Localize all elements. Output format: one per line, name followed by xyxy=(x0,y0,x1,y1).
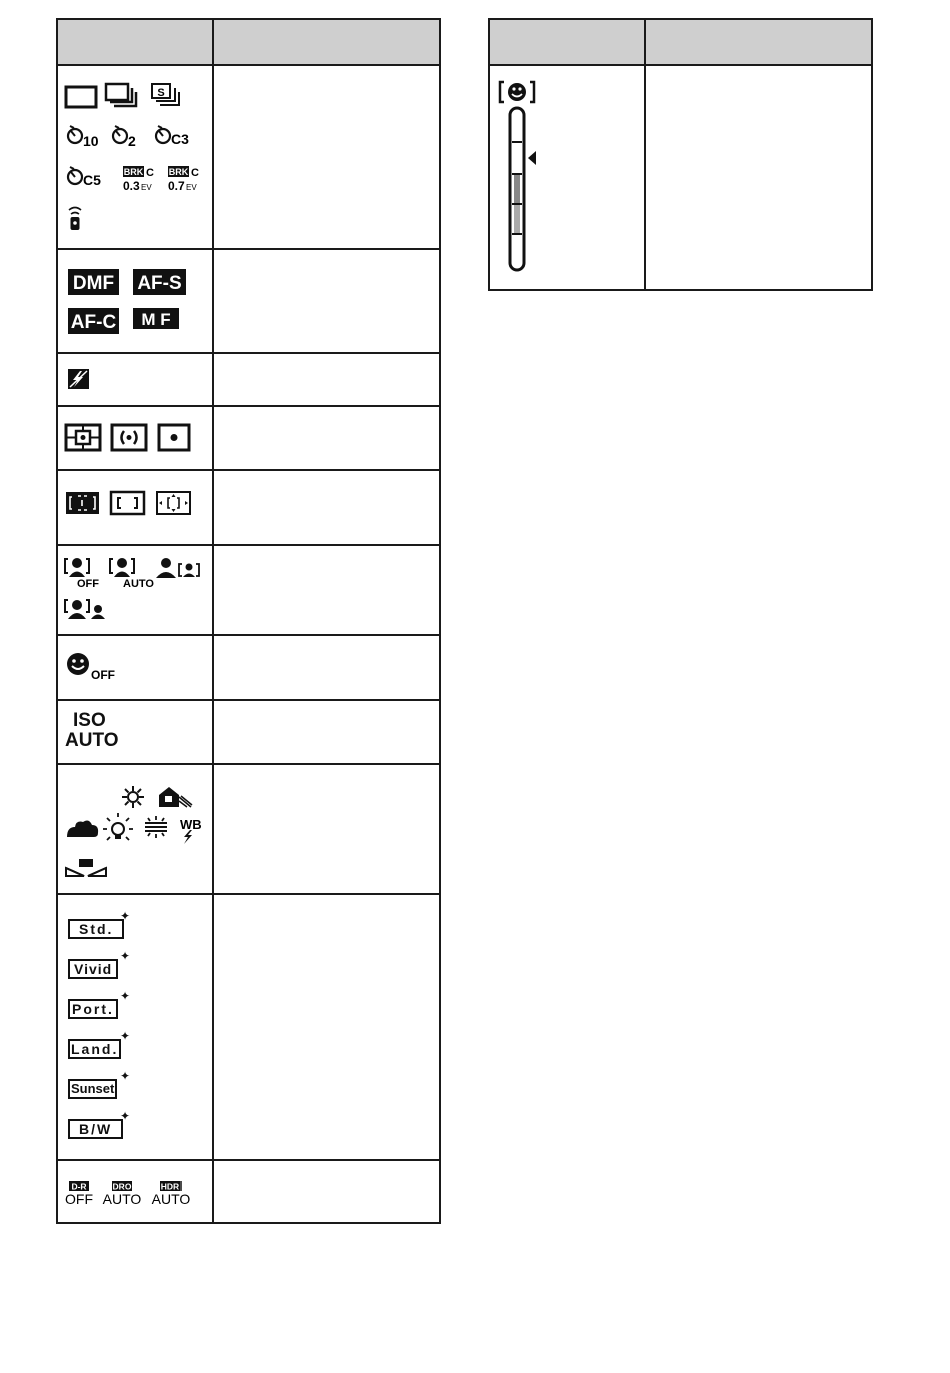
daylight-icon xyxy=(122,786,144,808)
smile-detection-icon xyxy=(500,82,534,102)
table-row xyxy=(57,65,440,249)
shade-icon xyxy=(159,787,192,807)
face-detection-auto-icon xyxy=(110,558,154,590)
cloudy-icon xyxy=(67,821,98,837)
brk-03-label: 0.3 xyxy=(123,179,140,193)
afc-label: AF-C xyxy=(70,312,117,333)
face-registered-icon xyxy=(156,558,199,578)
face-registered-multiple-icon xyxy=(65,600,105,619)
self-timer-10-icon xyxy=(68,126,99,149)
sparkle-icon: ✦ xyxy=(120,949,131,963)
dro-label: DRO xyxy=(112,1181,132,1192)
style-bw-icon xyxy=(68,1109,212,1159)
hdr-auto-icon xyxy=(152,1181,191,1207)
table-row xyxy=(57,700,440,764)
table-row xyxy=(57,1160,440,1223)
metering-description-cell xyxy=(213,406,440,470)
smile-detection-description-cell xyxy=(645,65,872,290)
wide-focus-area-icon xyxy=(66,492,99,514)
brk-ev-label-2: EV xyxy=(186,183,197,192)
dro-auto-label: AUTO xyxy=(102,1191,142,1207)
table-row xyxy=(57,764,440,894)
face-detection-description-cell xyxy=(213,545,440,635)
dro-hdr-icons-cell xyxy=(57,1160,213,1223)
dmf-label: DMF xyxy=(72,273,115,294)
style-vivid-label: Vivid xyxy=(68,959,118,979)
style-port-label: Port. xyxy=(68,999,118,1019)
smile-shutter-description-cell xyxy=(213,635,440,700)
right-indicator-table xyxy=(488,18,873,291)
creative-style-list xyxy=(58,895,212,1159)
header-cell-indication xyxy=(645,19,872,65)
remote-commander-icon xyxy=(69,208,81,231)
dro-hdr-description-cell xyxy=(213,1160,440,1223)
self-timer-continuous-3-icon xyxy=(156,126,189,147)
self-timer-continuous-5-icon xyxy=(68,167,101,188)
wb-flash-icon xyxy=(180,817,202,844)
table-row xyxy=(57,894,440,1160)
drive-mode-description-cell xyxy=(213,65,440,249)
smile-shutter-off-icon xyxy=(67,653,115,682)
brk-c-label-2: C xyxy=(191,167,199,179)
flash-description-cell xyxy=(213,353,440,406)
timer-10-label: 10 xyxy=(83,133,99,149)
single-s-label: S xyxy=(157,87,165,99)
sparkle-icon: ✦ xyxy=(120,909,131,923)
table-row xyxy=(57,353,440,406)
brk-ev-label: EV xyxy=(141,183,152,192)
sparkle-icon: ✦ xyxy=(120,1109,131,1123)
header-cell-display xyxy=(57,19,213,65)
brk-label-2: BRK xyxy=(168,167,189,177)
header-row xyxy=(57,19,440,65)
creative-style-description-cell xyxy=(213,894,440,1160)
style-std-icon xyxy=(68,909,212,959)
sparkle-icon: ✦ xyxy=(120,989,131,1003)
incandescent-icon xyxy=(103,813,133,840)
white-balance-description-cell xyxy=(213,764,440,894)
af-c-icon xyxy=(68,308,119,334)
style-port-icon xyxy=(68,989,212,1039)
self-timer-2-icon xyxy=(113,126,136,149)
header-cell-indication xyxy=(213,19,440,65)
fluorescent-icon xyxy=(145,816,167,838)
drive-single-icon xyxy=(66,87,96,107)
style-sunset-label: Sunset xyxy=(68,1079,117,1099)
table-row xyxy=(57,406,440,470)
smile-shutter-icons-cell xyxy=(57,635,213,700)
table-row xyxy=(57,635,440,700)
smile-detection-icons-cell xyxy=(489,65,645,290)
flash-off-icon xyxy=(68,369,89,389)
style-bw-label: B/W xyxy=(68,1119,123,1139)
style-land-icon xyxy=(68,1029,212,1079)
left-indicator-table xyxy=(56,18,441,1224)
header-cell-display xyxy=(489,19,645,65)
focus-area-icons-cell xyxy=(57,470,213,545)
multi-segment-metering-icon xyxy=(66,425,100,450)
table-row xyxy=(57,545,440,635)
dr-label: D-R xyxy=(71,1181,87,1192)
drive-mode-icons-cell xyxy=(57,65,213,249)
face-detection-off-icon xyxy=(65,558,99,590)
af-s-icon xyxy=(133,269,186,295)
bracket-0.7ev-icon xyxy=(168,166,199,193)
hdr-auto-label: AUTO xyxy=(151,1191,191,1207)
wb-label: WB xyxy=(180,817,202,832)
table-row xyxy=(57,249,440,353)
spot-metering-icon xyxy=(159,425,189,450)
dro-auto-icon xyxy=(103,1181,142,1207)
focus-mode-description-cell xyxy=(213,249,440,353)
style-sunset-icon xyxy=(68,1069,212,1119)
white-balance-icons-cell xyxy=(57,764,213,894)
table-row xyxy=(57,470,440,545)
smile-sensitivity-indicator-icon xyxy=(510,108,536,270)
iso-description-cell xyxy=(213,700,440,764)
style-land-label: Land. xyxy=(68,1039,121,1059)
spot-focus-area-icon xyxy=(111,492,144,514)
brk-label: BRK xyxy=(123,167,144,177)
timer-c3-label: C3 xyxy=(171,131,189,147)
mf-icon xyxy=(133,308,179,329)
iso-auto-label: AUTO xyxy=(65,730,119,751)
iso-auto-icon xyxy=(58,701,212,751)
drive-continuous-icon xyxy=(106,84,136,106)
brk-c-label: C xyxy=(146,167,154,179)
afs-label: AF-S xyxy=(137,273,182,294)
header-row xyxy=(489,19,872,65)
focus-area-description-cell xyxy=(213,470,440,545)
center-weighted-metering-icon xyxy=(112,425,146,450)
dmf-icon xyxy=(68,269,119,295)
sparkle-icon: ✦ xyxy=(120,1069,131,1083)
flash-icons-cell xyxy=(57,353,213,406)
smile-off-label: OFF xyxy=(91,668,115,682)
bracket-0.3ev-icon xyxy=(123,166,154,193)
face-detection-icons-cell xyxy=(57,545,213,635)
drive-speed-priority-icon xyxy=(152,84,179,105)
mf-label: M F xyxy=(141,310,171,329)
sparkle-icon: ✦ xyxy=(120,1029,131,1043)
metering-icons-cell xyxy=(57,406,213,470)
face-auto-label: AUTO xyxy=(123,578,154,590)
creative-style-icons-cell xyxy=(57,894,213,1160)
style-vivid-icon xyxy=(68,949,212,999)
iso-label: ISO xyxy=(73,710,106,731)
iso-icons-cell xyxy=(57,700,213,764)
custom-wb-icon xyxy=(66,859,106,876)
face-off-label: OFF xyxy=(77,578,99,590)
hdr-label: HDR xyxy=(160,1181,180,1192)
style-std-label: Std. xyxy=(68,919,124,939)
dro-off-icon xyxy=(65,1181,93,1207)
table-row xyxy=(489,65,872,290)
brk-07-label: 0.7 xyxy=(168,179,185,193)
timer-2-label: 2 xyxy=(128,133,136,149)
focus-mode-icons-cell xyxy=(57,249,213,353)
local-focus-area-icon xyxy=(157,492,190,514)
timer-c5-label: C5 xyxy=(83,172,101,188)
dr-off-label: OFF xyxy=(65,1191,93,1207)
